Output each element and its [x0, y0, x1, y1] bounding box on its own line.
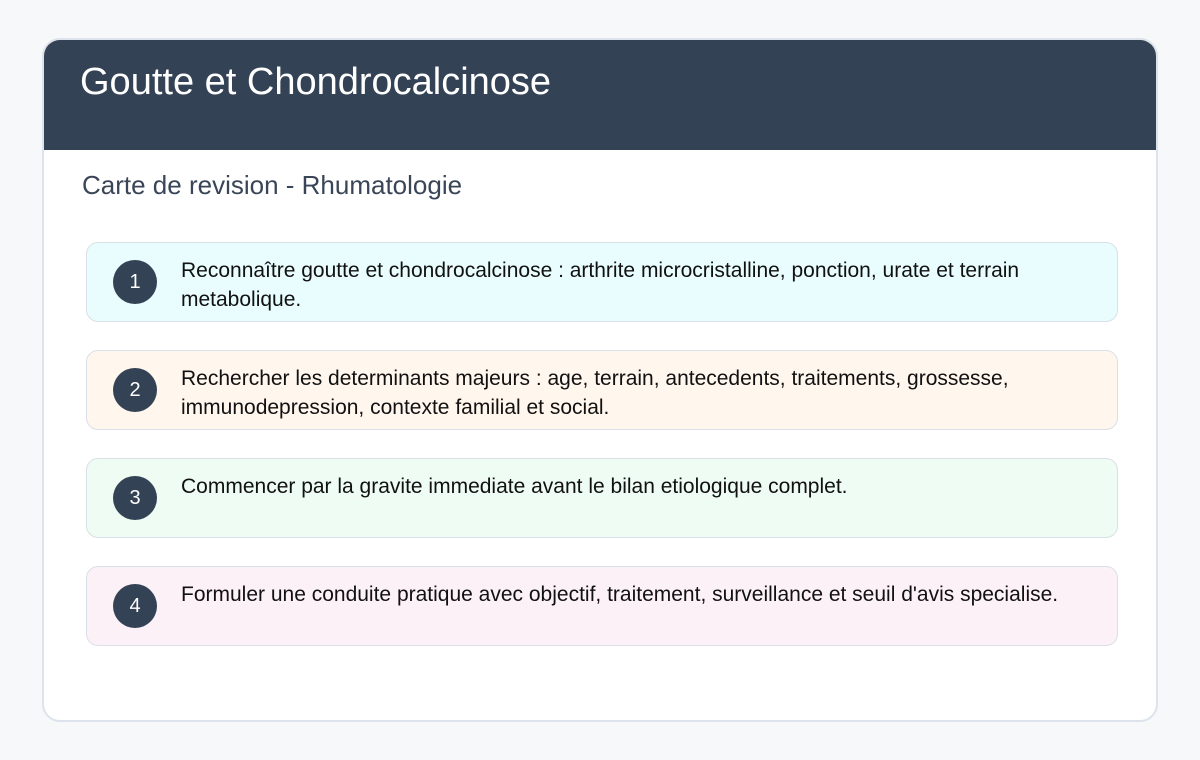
card-subtitle: Carte de revision - Rhumatologie [82, 170, 463, 200]
item-text: Commencer par la gravite immediate avant le bilan etiologique complet. [181, 475, 848, 498]
item-text: Reconnaître goutte et chondrocalcinose : arthrite microcristalline, ponction, urate et terrain metabolique. [181, 259, 1020, 311]
list-item [86, 566, 1118, 646]
list-item [86, 242, 1118, 322]
item-number-badge: 4 [113, 584, 157, 628]
page-title: Goutte et Chondrocalcinose [80, 61, 552, 103]
item-number-badge: 2 [113, 368, 157, 412]
revision-card [42, 38, 1158, 722]
item-number-badge: 1 [113, 260, 157, 304]
items-list [86, 242, 1118, 674]
list-item [86, 350, 1118, 430]
item-text: Formuler une conduite pratique avec objectif, traitement, surveillance et seuil d'avis specialise. [181, 583, 1059, 606]
item-text: Rechercher les determinants majeurs : age, terrain, antecedents, traitements, grossesse, immunodepression, contexte familial et social. [181, 367, 1009, 419]
item-number-badge: 3 [113, 476, 157, 520]
list-item [86, 458, 1118, 538]
card-header [44, 40, 1156, 150]
